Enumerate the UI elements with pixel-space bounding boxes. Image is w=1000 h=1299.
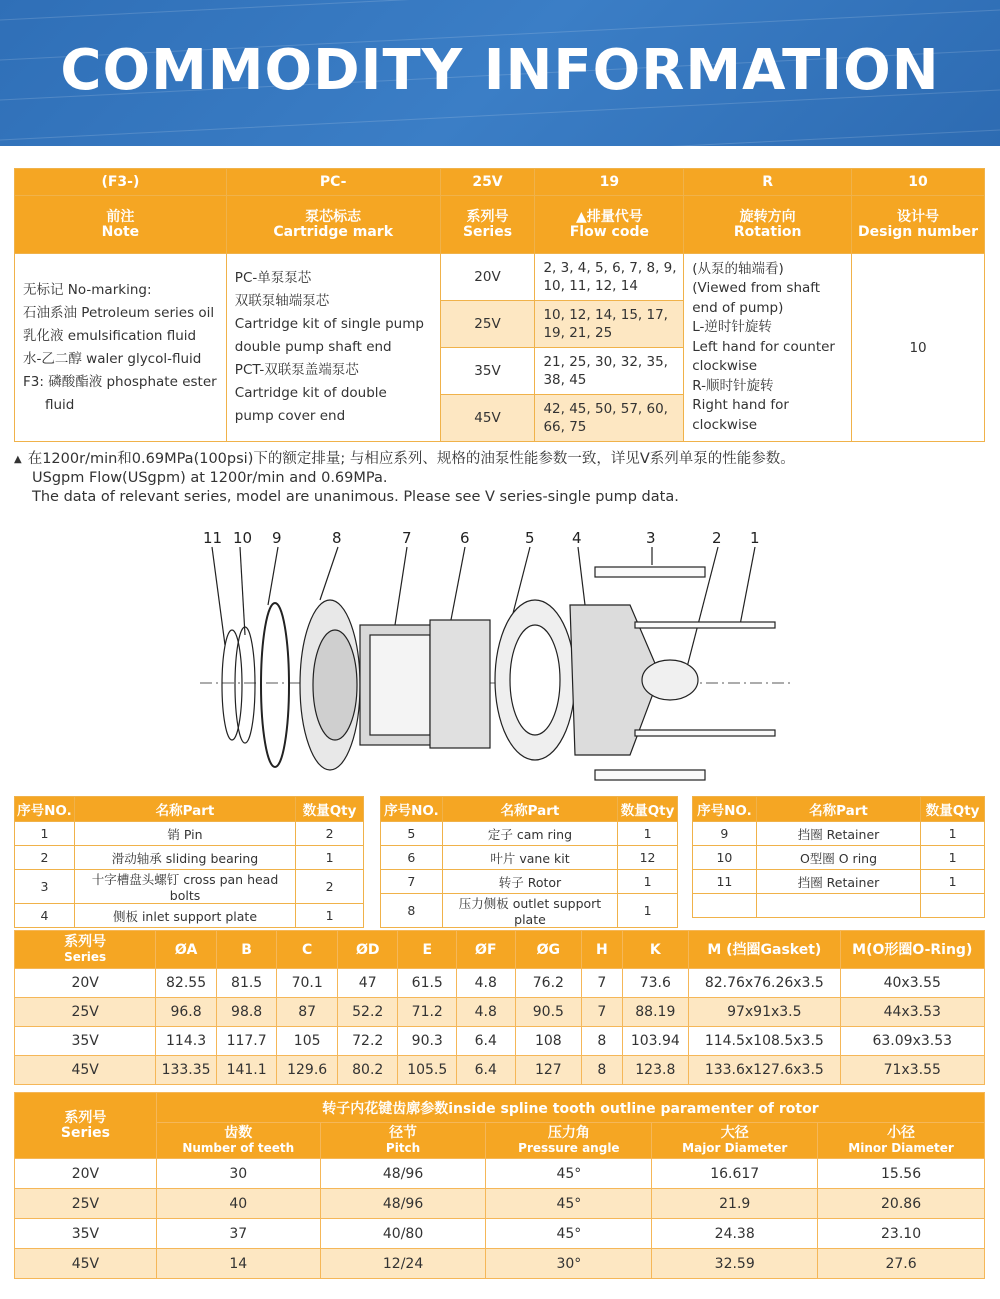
col-qty: 数量Qty: [921, 797, 985, 822]
table-cell: 73.6: [622, 969, 689, 998]
table-cell: 1: [618, 822, 678, 846]
table-cell: 7: [381, 870, 443, 894]
table-cell: [693, 894, 757, 918]
table-row: [15, 904, 364, 928]
table-cell: 88.19: [622, 998, 689, 1027]
col-part: 名称Part: [756, 797, 920, 822]
dimensions-table: [14, 930, 985, 1085]
col-header: B: [216, 931, 277, 969]
table-cell: 压力侧板 outlet support plate: [442, 894, 617, 928]
table-cell: 123.8: [622, 1056, 689, 1085]
table-cell: 销 Pin: [74, 822, 295, 846]
col-header: K: [622, 931, 689, 969]
col-qty: 数量Qty: [296, 797, 364, 822]
table-cell: 8: [582, 1027, 622, 1056]
flow-cell: 42, 45, 50, 57, 60, 66, 75: [535, 395, 684, 442]
table-cell: 76.2: [515, 969, 582, 998]
table-cell: 21.9: [652, 1189, 818, 1219]
table-cell: 32.59: [652, 1249, 818, 1279]
col-no: 序号NO.: [15, 797, 75, 822]
table-cell: 滑动轴承 sliding bearing: [74, 846, 295, 870]
col-header: ØF: [457, 931, 516, 969]
table-cell: 十字槽盘头螺钉 cross pan head bolts: [74, 870, 295, 904]
table-cell: 2: [296, 822, 364, 846]
design-number-cell: 10: [852, 254, 985, 442]
table-row: [15, 822, 364, 846]
code-cell: PC-: [226, 169, 440, 196]
col-header: 压力角 Pressure angle: [486, 1123, 652, 1159]
table-cell: 98.8: [216, 998, 277, 1027]
col-header: C: [277, 931, 338, 969]
header-series: 系列号 Series: [440, 196, 535, 254]
table-cell: 40x3.55: [840, 969, 984, 998]
diagram-label: 10: [233, 529, 253, 547]
table-cell: 70.1: [277, 969, 338, 998]
code-cell: (F3-): [15, 169, 227, 196]
table-cell: 3: [15, 870, 75, 904]
table-cell: 48/96: [320, 1159, 486, 1189]
table-cell: [756, 894, 920, 918]
table-cell: [921, 894, 985, 918]
table-row: [381, 822, 678, 846]
table-cell: 40: [156, 1189, 320, 1219]
table-cell: 叶片 vane kit: [442, 846, 617, 870]
table-cell: 1: [296, 904, 364, 928]
flow-cell: 2, 3, 4, 5, 6, 7, 8, 9, 10, 11, 12, 14: [535, 254, 684, 301]
col-header: M(O形圈O-Ring): [840, 931, 984, 969]
table-cell: 127: [515, 1056, 582, 1085]
table-cell: 63.09x3.53: [840, 1027, 984, 1056]
header-design: 设计号 Design number: [852, 196, 985, 254]
table-cell: 45°: [486, 1159, 652, 1189]
model-code-table: [14, 168, 985, 442]
table-row: [381, 846, 678, 870]
code-cell: R: [684, 169, 852, 196]
header-note: 前注 Note: [15, 196, 227, 254]
table-cell: 117.7: [216, 1027, 277, 1056]
col-header: ØG: [515, 931, 582, 969]
table-cell: 45°: [486, 1189, 652, 1219]
table-cell: 87: [277, 998, 338, 1027]
exploded-view-diagram: [190, 525, 810, 790]
table-cell: 10: [693, 846, 757, 870]
table-cell: 挡圈 Retainer: [756, 870, 920, 894]
table-cell: 108: [515, 1027, 582, 1056]
table-cell: 挡圈 Retainer: [756, 822, 920, 846]
diagram-label: 5: [525, 529, 535, 547]
diagram-label: 11: [203, 529, 223, 547]
triangle-icon: ▲: [14, 454, 22, 465]
table-cell: 7: [582, 998, 622, 1027]
table-cell: 71x3.55: [840, 1056, 984, 1085]
col-qty: 数量Qty: [618, 797, 678, 822]
rotation-cell: (从泵的轴端看) (Viewed from shaft end of pump) L-逆时针旋转 Left hand for counter clockwise R-顺时针旋转 Right hand for clockwise: [684, 254, 852, 442]
col-header: H: [582, 931, 622, 969]
header-banner: [0, 0, 1000, 146]
table-row: [693, 822, 985, 846]
table-cell: 141.1: [216, 1056, 277, 1085]
header-flow: ▲排量代号 Flow code: [535, 196, 684, 254]
table-cell: 133.35: [156, 1056, 217, 1085]
spline-title: 转子内花键齿廓参数inside spline tooth outline paramenter of rotor: [156, 1093, 984, 1123]
col-part: 名称Part: [442, 797, 617, 822]
table-row: [15, 998, 985, 1027]
page-title: COMMODITY INFORMATION: [60, 38, 940, 103]
table-cell: 47: [337, 969, 398, 998]
table-cell: 11: [693, 870, 757, 894]
table-row: [15, 1249, 985, 1279]
table-cell: 27.6: [818, 1249, 985, 1279]
table-cell: 1: [15, 822, 75, 846]
diagram-label: 4: [572, 529, 582, 547]
footnote-line: 在1200r/min和0.69MPa(100psi)下的额定排量; 与相应系列、规格的油泵性能参数一致，详见V系列单泵的性能参数。: [27, 451, 795, 467]
table-cell: 5: [381, 822, 443, 846]
table-cell: 48/96: [320, 1189, 486, 1219]
table-cell: 105.5: [398, 1056, 457, 1085]
table-row: [381, 870, 678, 894]
table-row: [15, 1219, 985, 1249]
table-cell: 20.86: [818, 1189, 985, 1219]
flow-cell: 10, 12, 14, 15, 17, 19, 21, 25: [535, 301, 684, 348]
table-cell: 16.617: [652, 1159, 818, 1189]
table-row: [693, 894, 985, 918]
table-cell: 14: [156, 1249, 320, 1279]
table-cell: 45°: [486, 1219, 652, 1249]
table-cell: 61.5: [398, 969, 457, 998]
parts-table-1: [14, 796, 364, 928]
table-cell: 52.2: [337, 998, 398, 1027]
footnote-line: USgpm Flow(USgpm) at 1200r/min and 0.69MPa.: [32, 470, 388, 486]
table-cell: 1: [618, 894, 678, 928]
parts-table-2: [380, 796, 678, 928]
table-cell: 9: [693, 822, 757, 846]
col-header: E: [398, 931, 457, 969]
table-cell: 80.2: [337, 1056, 398, 1085]
table-cell: 37: [156, 1219, 320, 1249]
col-no: 序号NO.: [693, 797, 757, 822]
table-cell: 2: [15, 846, 75, 870]
table-cell: 转子 Rotor: [442, 870, 617, 894]
table-cell: 133.6x127.6x3.5: [689, 1056, 840, 1085]
col-series: 系列号 Series: [15, 931, 156, 969]
code-cell: 25V: [440, 169, 535, 196]
table-cell: 15.56: [818, 1159, 985, 1189]
col-header: ØA: [156, 931, 217, 969]
table-cell: 6.4: [457, 1056, 516, 1085]
table-cell: 4: [15, 904, 75, 928]
table-row: [15, 846, 364, 870]
diagram-label: 7: [402, 529, 412, 547]
table-cell: 25V: [15, 998, 156, 1027]
table-cell: 90.3: [398, 1027, 457, 1056]
col-series: 系列号 Series: [15, 1093, 157, 1159]
table-cell: 114.3: [156, 1027, 217, 1056]
table-cell: 1: [921, 822, 985, 846]
table-cell: 24.38: [652, 1219, 818, 1249]
table-row: [15, 1159, 985, 1189]
diagram-label: 6: [460, 529, 470, 547]
table-cell: 1: [296, 846, 364, 870]
table-cell: 20V: [15, 969, 156, 998]
table-cell: 30: [156, 1159, 320, 1189]
footnote-line: The data of relevant series, model are unanimous. Please see V series-single pump data.: [32, 489, 679, 505]
spline-table: [14, 1092, 985, 1279]
series-cell: 25V: [440, 301, 535, 348]
table-row: [381, 894, 678, 928]
table-cell: 97x91x3.5: [689, 998, 840, 1027]
table-cell: 72.2: [337, 1027, 398, 1056]
table-cell: 114.5x108.5x3.5: [689, 1027, 840, 1056]
table-cell: 82.55: [156, 969, 217, 998]
col-header: 小径 Minor Diameter: [818, 1123, 985, 1159]
table-cell: 2: [296, 870, 364, 904]
table-cell: 45V: [15, 1056, 156, 1085]
table-cell: 4.8: [457, 969, 516, 998]
col-header: 齿数 Number of teeth: [156, 1123, 320, 1159]
table-cell: 12: [618, 846, 678, 870]
table-row: [15, 1056, 985, 1085]
footnote: [14, 450, 795, 507]
table-cell: 1: [921, 870, 985, 894]
table-cell: 8: [582, 1056, 622, 1085]
col-header: M (挡圈Gasket): [689, 931, 840, 969]
table-cell: 12/24: [320, 1249, 486, 1279]
table-cell: 6: [381, 846, 443, 870]
diagram-label: 1: [750, 529, 760, 547]
table-row: [15, 1189, 985, 1219]
table-cell: 82.76x76.26x3.5: [689, 969, 840, 998]
diagram-label: 3: [646, 529, 656, 547]
table-row: [15, 969, 985, 998]
col-header: ØD: [337, 931, 398, 969]
table-cell: 44x3.53: [840, 998, 984, 1027]
table-row: [15, 870, 364, 904]
table-cell: 35V: [15, 1219, 157, 1249]
table-cell: 定子 cam ring: [442, 822, 617, 846]
col-header: 大径 Major Diameter: [652, 1123, 818, 1159]
table-row: [15, 1027, 985, 1056]
table-row: [693, 846, 985, 870]
table-cell: O型圈 O ring: [756, 846, 920, 870]
table-cell: 8: [381, 894, 443, 928]
table-cell: 4.8: [457, 998, 516, 1027]
table-cell: 25V: [15, 1189, 157, 1219]
diagram-label: 2: [712, 529, 722, 547]
table-cell: 1: [921, 846, 985, 870]
table-cell: 129.6: [277, 1056, 338, 1085]
col-header: 径节 Pitch: [320, 1123, 486, 1159]
table-cell: 23.10: [818, 1219, 985, 1249]
table-cell: 81.5: [216, 969, 277, 998]
table-cell: 40/80: [320, 1219, 486, 1249]
diagram-label: 8: [332, 529, 342, 547]
table-cell: 1: [618, 870, 678, 894]
header-cartridge: 泵芯标志 Cartridge mark: [226, 196, 440, 254]
table-cell: 90.5: [515, 998, 582, 1027]
code-cell: 10: [852, 169, 985, 196]
col-part: 名称Part: [74, 797, 295, 822]
table-cell: 103.94: [622, 1027, 689, 1056]
flow-cell: 21, 25, 30, 32, 35, 38, 45: [535, 348, 684, 395]
table-cell: 105: [277, 1027, 338, 1056]
table-cell: 71.2: [398, 998, 457, 1027]
cartridge-cell: PC-单泵泵芯 双联泵轴端泵芯 Cartridge kit of single pump double pump shaft end PCT-双联泵盖端泵芯 Cartridge kit of double pump cover end: [226, 254, 440, 442]
series-cell: 45V: [440, 395, 535, 442]
table-cell: 96.8: [156, 998, 217, 1027]
col-no: 序号NO.: [381, 797, 443, 822]
note-cell: 无标记 No-marking: 石油系油 Petroleum series oil 乳化液 emulsification fluid 水-乙二醇 waler glycol-fluid F3: 磷酸酯液 phosphate ester fluid: [15, 254, 227, 442]
table-cell: 侧板 inlet support plate: [74, 904, 295, 928]
table-row: [693, 870, 985, 894]
parts-table-3: [692, 796, 985, 918]
table-cell: 7: [582, 969, 622, 998]
table-cell: 20V: [15, 1159, 157, 1189]
table-cell: 45V: [15, 1249, 157, 1279]
diagram-label: 9: [272, 529, 282, 547]
table-cell: 6.4: [457, 1027, 516, 1056]
header-rotation: 旋转方向 Rotation: [684, 196, 852, 254]
table-cell: 30°: [486, 1249, 652, 1279]
code-cell: 19: [535, 169, 684, 196]
table-cell: 35V: [15, 1027, 156, 1056]
series-cell: 35V: [440, 348, 535, 395]
series-cell: 20V: [440, 254, 535, 301]
